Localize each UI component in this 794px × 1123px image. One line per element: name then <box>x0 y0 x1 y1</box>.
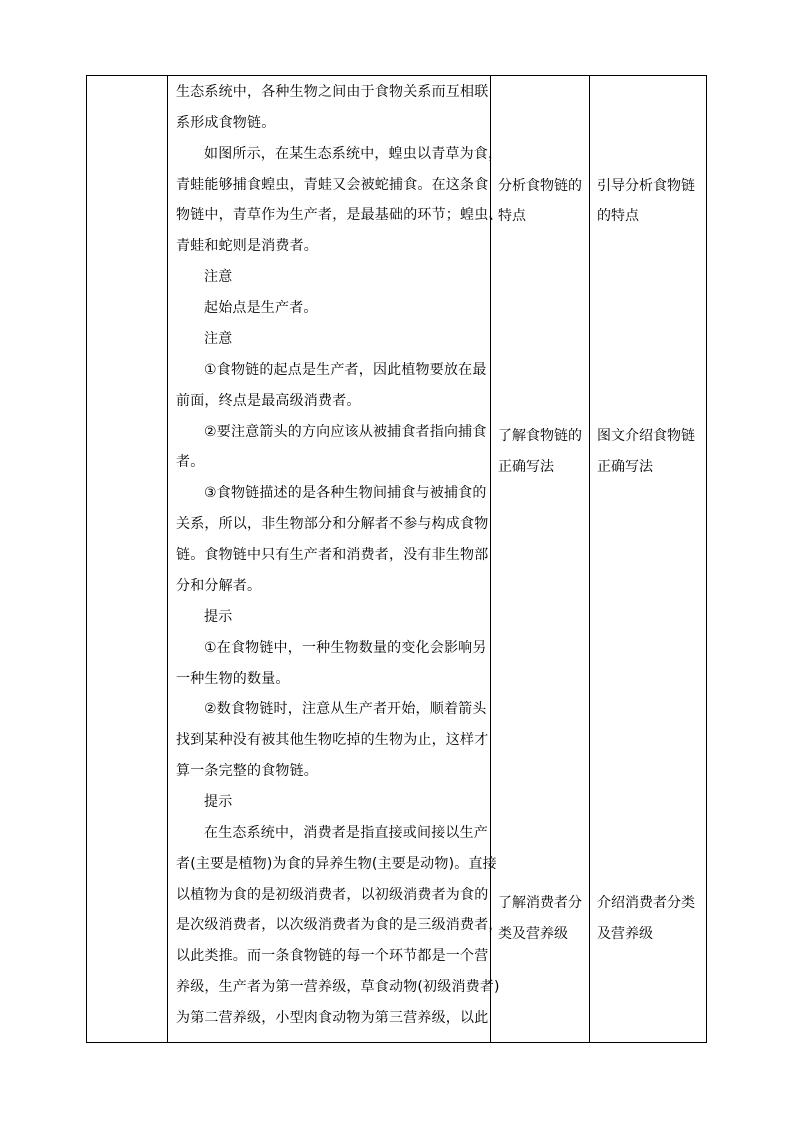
content-line: 为第二营养级，小型肉食动物为第三营养级，以此 <box>176 1010 489 1027</box>
student-activity-2-line2: 正确写法 <box>498 459 554 475</box>
column-divider <box>167 76 168 1042</box>
design-intent-1-line1: 引导分析食物链 <box>597 178 695 194</box>
content-line: 提示 <box>204 794 233 810</box>
content-line: 以植物为食的是初级消费者，以初级消费者为食的 <box>176 886 489 903</box>
content-line: 青蛙能够捕食蝗虫，青蛙又会被蛇捕食。在这条食 <box>176 176 489 193</box>
content-line: 如图所示，在某生态系统中，蝗虫以青草为食， <box>204 145 503 162</box>
content-line: 找到某种没有被其他生物吃掉的生物为止，这样才 <box>176 732 489 749</box>
content-line: 系形成食物链。 <box>176 114 276 131</box>
lesson-table <box>86 75 707 1043</box>
content-line: 以此类推。而一条食物链的每一个环节都是一个营 <box>176 948 489 965</box>
content-line: 青蛙和蛇则是消费者。 <box>176 238 318 255</box>
content-line: 分和分解者。 <box>176 577 262 594</box>
student-activity-3-line1: 了解消费者分 <box>498 895 582 911</box>
content-line: 在生态系统中，消费者是指直接或间接以生产 <box>204 824 488 841</box>
content-line: 提示 <box>204 608 233 625</box>
content-line: 者。 <box>176 454 205 471</box>
content-line: 生态系统中，各种生物之间由于食物关系而互相联 <box>176 84 489 100</box>
content-line: 前面，终点是最高级消费者。 <box>176 392 361 409</box>
content-line: ②数食物链时，注意从生产者开始，顺着箭头 <box>204 701 487 718</box>
content-line: 是次级消费者，以次级消费者为食的是三级消费者， <box>176 917 503 934</box>
student-activity-1-line1: 分析食物链的 <box>498 178 582 194</box>
content-line: 养级，生产者为第一营养级，草食动物(初级消费者) <box>176 979 500 996</box>
design-intent-3-line2: 及营养级 <box>597 926 653 942</box>
content-line: ②要注意箭头的方向应该从被捕食者指向捕食 <box>204 423 487 440</box>
design-intent-3-line1: 介绍消费者分类 <box>597 895 695 911</box>
content-line: 者(主要是植物)为食的异养生物(主要是动物)。直接 <box>176 855 497 872</box>
content-line: 链。食物链中只有生产者和消费者，没有非生物部 <box>176 547 489 564</box>
content-line: 物链中，青草作为生产者，是最基础的环节；蝗虫、 <box>176 207 503 224</box>
content-line: 一种生物的数量。 <box>176 670 290 687</box>
content-line: 起始点是生产者。 <box>204 300 318 317</box>
content-line: 注意 <box>204 330 233 347</box>
content-line: ①食物链的起点是生产者，因此植物要放在最 <box>204 361 487 378</box>
column-divider <box>589 76 590 1042</box>
content-line: 关系，所以，非生物部分和分解者不参与构成食物 <box>176 516 489 533</box>
design-intent-1-line2: 的特点 <box>597 208 639 224</box>
design-intent-2-line2: 正确写法 <box>597 459 653 475</box>
student-activity-2-line1: 了解食物链的 <box>498 428 582 444</box>
content-line: ①在食物链中，一种生物数量的变化会影响另 <box>204 639 487 656</box>
student-activity-1-line2: 特点 <box>498 208 526 224</box>
student-activity-3-line2: 类及营养级 <box>498 926 568 942</box>
content-line: 注意 <box>204 269 233 286</box>
content-line: 算一条完整的食物链。 <box>176 763 318 780</box>
content-line: ③食物链描述的是各种生物间捕食与被捕食的 <box>204 485 487 502</box>
design-intent-2-line1: 图文介绍食物链 <box>597 428 695 444</box>
